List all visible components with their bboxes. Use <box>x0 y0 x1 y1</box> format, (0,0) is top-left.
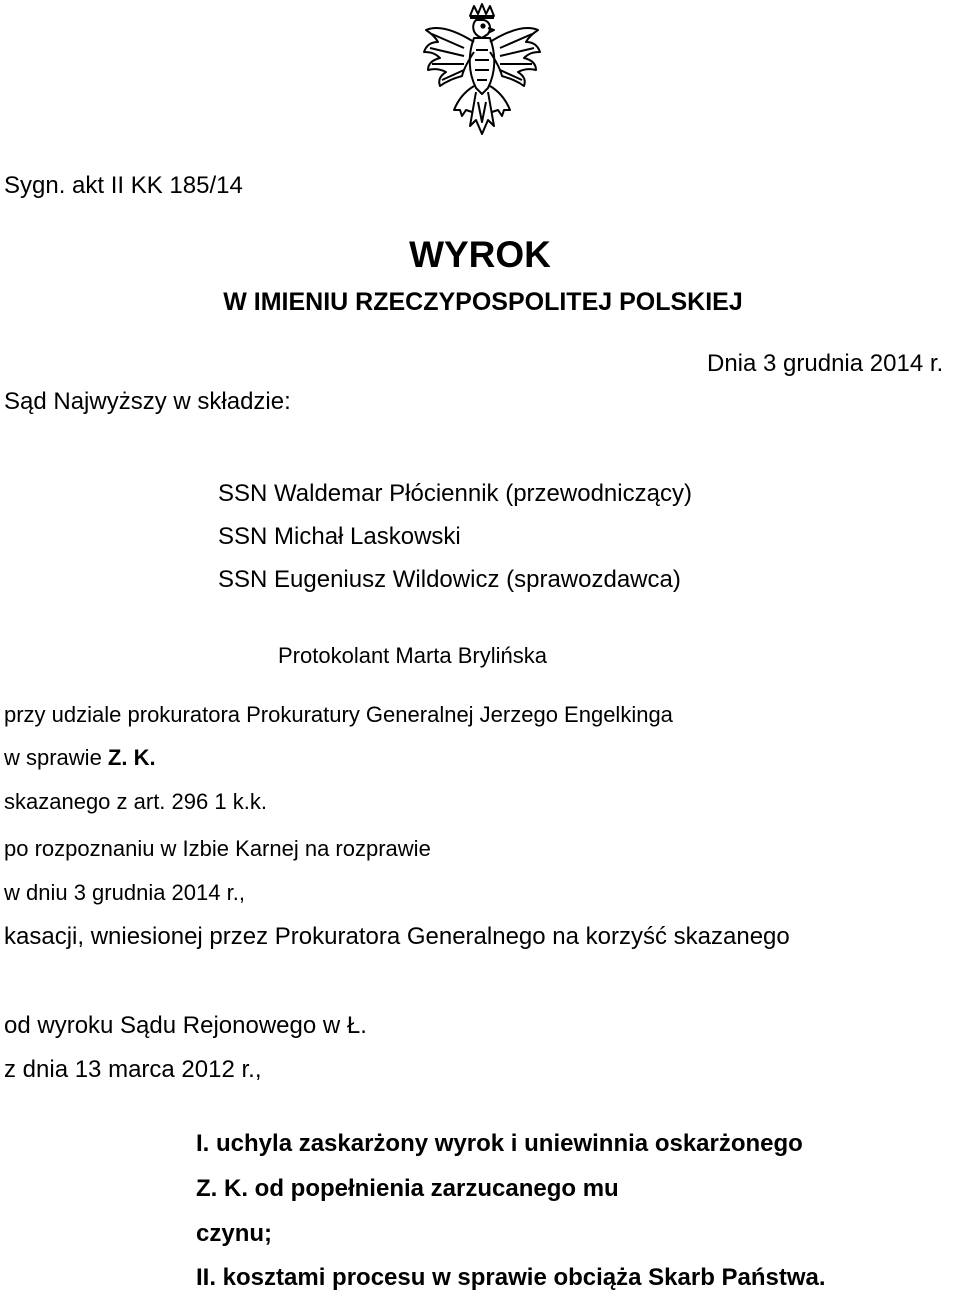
charge-line: skazanego z art. 296 1 k.k. <box>4 789 267 814</box>
ruling-point-1-cont: Z. K. od popełnienia zarzucanego mu <box>196 1175 619 1202</box>
polish-eagle-emblem-icon <box>418 2 546 144</box>
cassation-line: kasacji, wniesionej przez Prokuratora Generalnego na korzyść skazanego <box>4 923 790 950</box>
ruling-point-1: I. uchyla zaskarżony wyrok i uniewinnia oskarżonego <box>196 1130 803 1157</box>
judge-member: SSN Michał Laskowski <box>218 523 461 550</box>
hearing-date-comma: , <box>238 880 245 905</box>
judge-rapporteur: SSN Eugeniusz Wildowicz (sprawozdawca) <box>218 566 681 593</box>
hearing-line: po rozpoznaniu w Izbie Karnej na rozprawie <box>4 836 431 861</box>
defendant-name: Z. K. <box>107 745 156 770</box>
case-line <box>4 745 156 771</box>
document-subtitle: W IMIENIU RZECZYPOSPOLITEJ POLSKIEJ <box>223 288 743 316</box>
lower-court-date: z dnia 13 marca 2012 r., <box>4 1056 262 1083</box>
ruling-point-1-end: czynu; <box>196 1220 273 1247</box>
hearing-date: w dniu 3 grudnia 2014 r. <box>4 880 239 905</box>
hearing-date-line <box>4 880 245 906</box>
lower-court-line: od wyroku Sądu Rejonowego w Ł. <box>4 1012 367 1039</box>
document-title: WYROK <box>409 234 551 275</box>
case-signature: Sygn. akt II KK 185/14 <box>4 172 243 199</box>
case-prefix: w sprawie <box>4 745 108 770</box>
judge-presiding: SSN Waldemar Płóciennik (przewodniczący) <box>218 480 692 507</box>
court-composition-intro: Sąd Najwyższy w składzie: <box>4 388 291 415</box>
judgment-date: Dnia 3 grudnia 2014 r. <box>707 350 944 377</box>
prosecutor-line: przy udziale prokuratora Prokuratury Generalnej Jerzego Engelkinga <box>4 702 673 727</box>
court-clerk: Protokolant Marta Brylińska <box>278 643 547 668</box>
ruling-point-2: II. kosztami procesu w sprawie obciąża Skarb Państwa. <box>196 1264 826 1291</box>
